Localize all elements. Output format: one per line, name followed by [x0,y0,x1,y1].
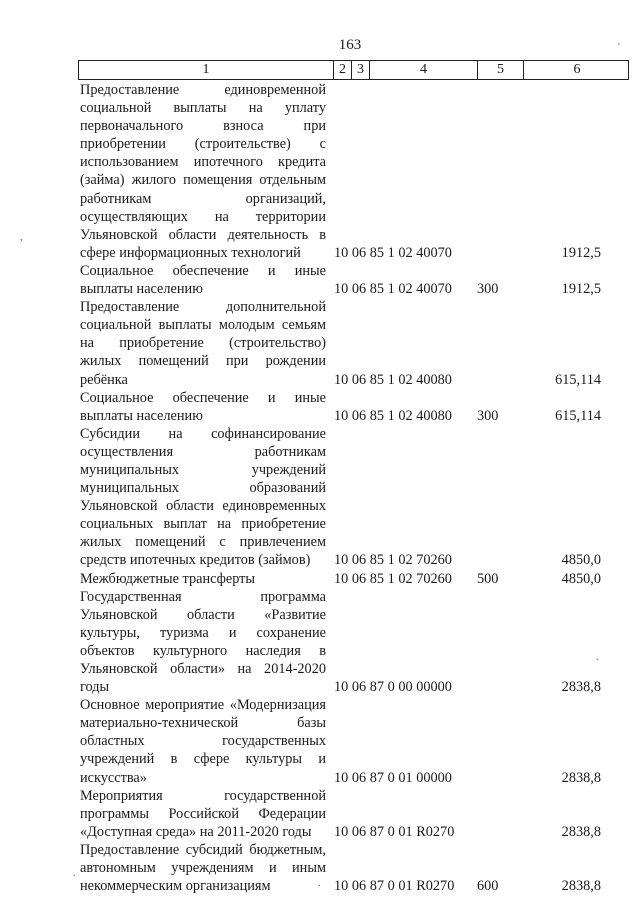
page-number: 163 [338,37,362,53]
row-expense-type: 600 [477,878,499,895]
row-expense-type: 500 [477,570,499,587]
row-amount: 1912,5 [561,244,601,261]
row-description: Субсидии на софинансирование осуществления работникам муниципальных учреждений муниципальных образований Ульяновской области единовременных социальных выплат на приобретение жилых помещений с привлечением средств ипотечных кредитов (займов) [80,425,326,569]
row-description: Предоставление субсидий бюджетным, автономным учреждениям и иным некоммерческим организациям [80,841,326,895]
scan-speck: . [73,868,76,879]
scan-speck: . [318,878,321,889]
table-row [78,389,629,425]
row-description: Социальное обеспечение и иные выплаты населению [80,389,326,424]
row-amount: 2838,8 [561,878,601,895]
row-code: 10 06 87 0 01 00000 [334,769,452,786]
table-row [78,570,629,588]
table-row [78,787,629,841]
table-row [78,81,629,262]
row-description: Предоставление единовременной социальной выплаты на уплату первоначального взноса при приобретении (строительстве) с использованием ипотечного кредита (займа) жилого помещения отдельным работникам организаций, осуществляющих на территории Ульяновской области деятельность в сфере информационных технологий [80,82,326,261]
row-code: 10 06 87 0 00 00000 [334,679,452,696]
row-description: Мероприятия государственной программы Российской Федерации «Доступная среда» на 2011-2020 годы [80,787,326,840]
row-expense-type: 300 [477,407,499,424]
row-amount: 4850,0 [561,570,601,587]
row-amount: 615,114 [555,407,601,424]
table-row [78,262,629,298]
header-col-1: 1 [202,62,210,77]
header-col-5: 5 [477,61,523,79]
table-header [78,60,629,80]
row-amount: 1912,5 [561,281,601,298]
row-code: 10 06 85 1 02 70260 [334,570,452,587]
table-row [78,425,629,570]
row-description: Социальное обеспечение и иные выплаты населению [80,262,326,298]
row-amount: 2838,8 [561,823,601,840]
header-col-4: 4 [369,61,477,79]
row-code: 10 06 85 1 02 40070 [334,281,452,298]
table-row [78,588,629,697]
header-col-2: 2 [333,61,351,79]
row-code: 10 06 87 0 01 R0270 [334,823,455,840]
row-description: Межбюджетные трансферты [80,570,256,587]
row-amount: 2838,8 [561,679,601,696]
table-row [78,298,629,388]
row-amount: 615,114 [555,371,601,388]
table-body [78,81,629,895]
table-row [78,841,629,895]
row-code: 10 06 85 1 02 40080 [334,407,452,424]
scan-speck: ' [618,42,620,53]
row-description: Основное мероприятие «Модернизация материально-технической базы областных государственных учреждений в сфере культуры и искусства» [80,697,326,786]
scan-speck: . [596,652,599,663]
row-code: 10 06 85 1 02 70260 [334,552,452,569]
scan-speck: , [20,232,23,243]
header-col-3: 3 [351,61,369,79]
header-col-6: 6 [523,61,630,79]
row-code: 10 06 85 1 02 40070 [334,244,452,261]
row-description: Предоставление дополнительной социальной выплаты молодым семьям на приобретение (строительство) жилых помещений при рождении ребёнка [80,299,326,388]
row-code: 10 06 87 0 01 R0270 [334,878,455,895]
row-amount: 2838,8 [561,769,601,786]
row-code: 10 06 85 1 02 40080 [334,371,452,388]
table-row [78,696,629,786]
row-expense-type: 300 [477,281,499,298]
row-amount: 4850,0 [561,552,601,569]
row-description: Государственная программа Ульяновской области «Развитие культуры, туризма и сохранение объектов культурного наследия в Ульяновской области» на 2014-2020 годы [80,588,326,696]
